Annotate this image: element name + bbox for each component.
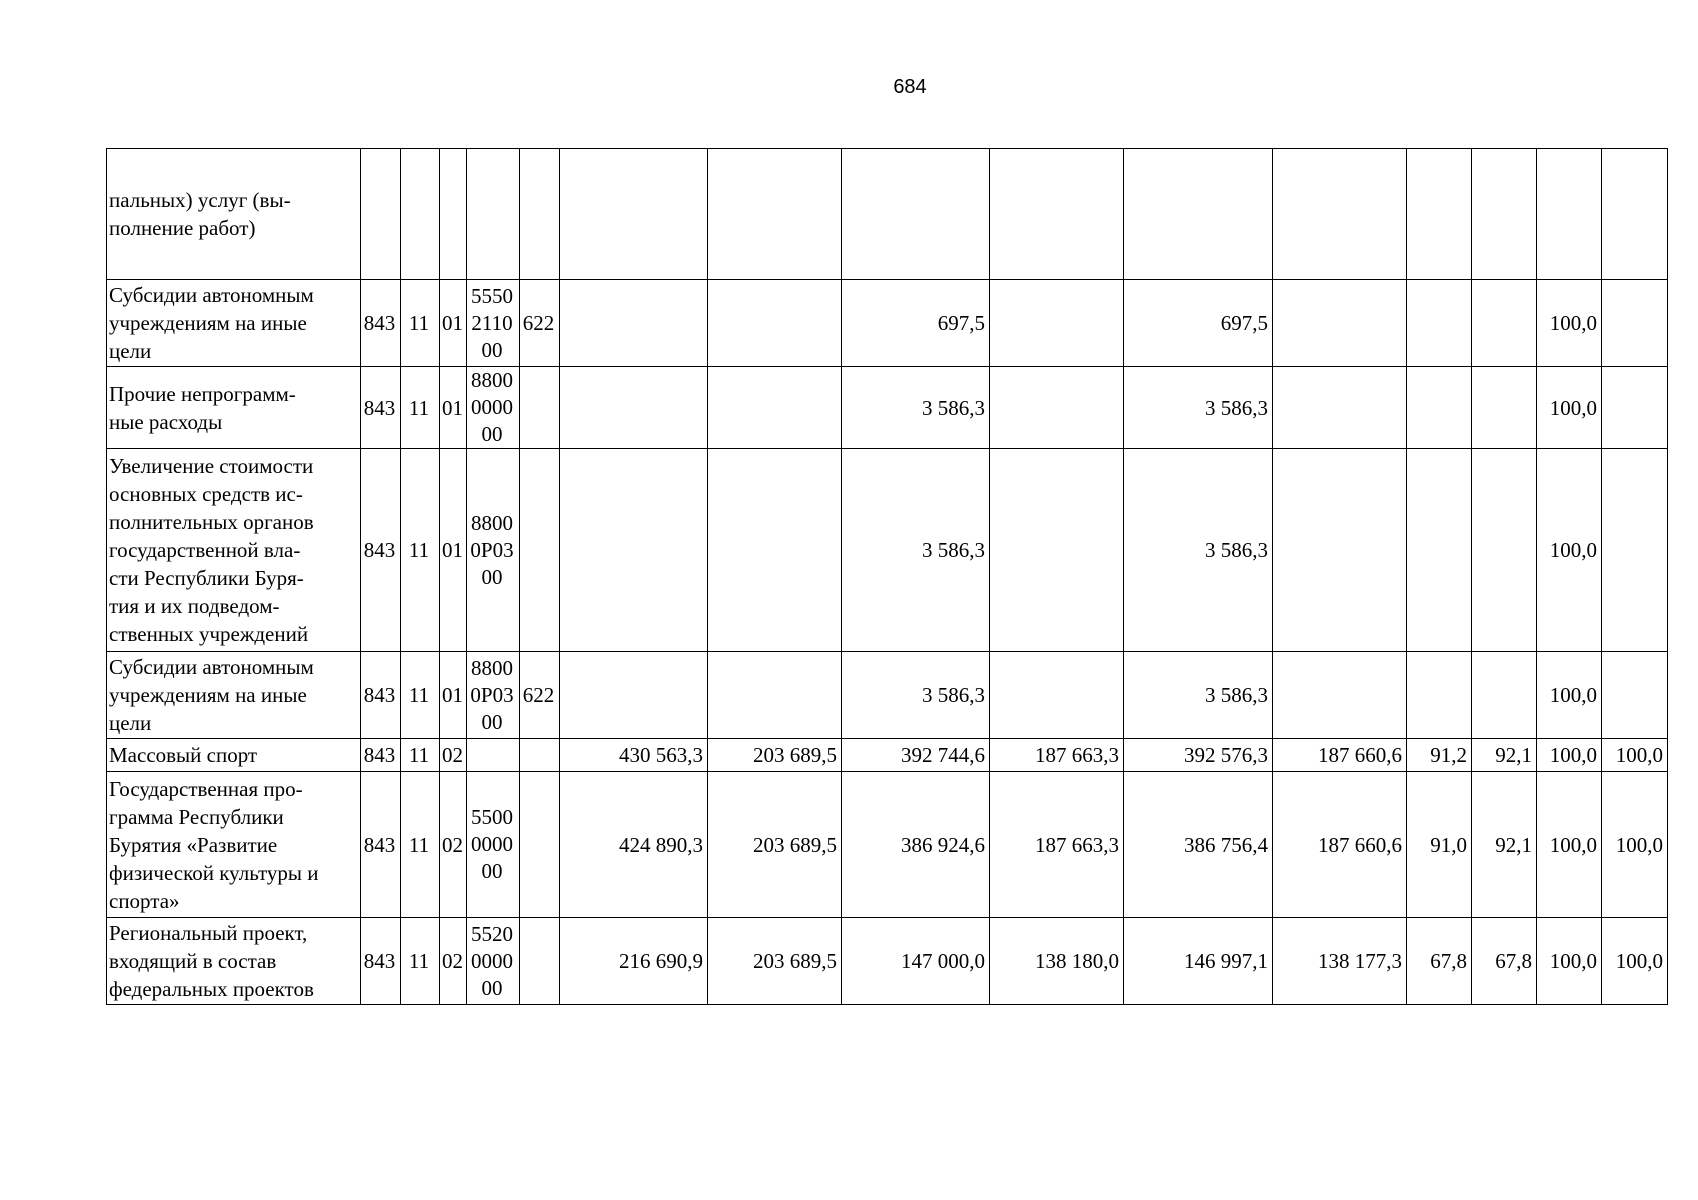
percent-cell-2 — [1472, 280, 1537, 367]
percent-cell-4 — [1602, 449, 1668, 652]
percent-cell-4 — [1602, 367, 1668, 449]
percent-cell-1 — [1407, 367, 1472, 449]
value-cell-1: 430 563,3 — [560, 739, 708, 772]
target-article-cell: 5520 0000 00 — [467, 918, 520, 1005]
subsection-cell: 01 — [440, 280, 467, 367]
page-number-text: 684 — [893, 76, 927, 98]
value-cell-2 — [708, 367, 842, 449]
value-cell-4: 187 663,3 — [990, 772, 1124, 918]
table-row — [107, 772, 1668, 918]
value-cell-5: 3 586,3 — [1124, 449, 1273, 652]
expense-type-cell: 622 — [520, 652, 560, 739]
percent-cell-3: 100,0 — [1537, 772, 1602, 918]
value-cell-2 — [708, 449, 842, 652]
value-cell-2 — [708, 652, 842, 739]
expense-type-cell — [520, 918, 560, 1005]
target-article-cell: 8800 0P03 00 — [467, 652, 520, 739]
subsection-cell — [440, 149, 467, 280]
row-name-cell: Массовый спорт — [107, 739, 361, 772]
percent-cell-3: 100,0 — [1537, 918, 1602, 1005]
value-cell-4: 187 663,3 — [990, 739, 1124, 772]
value-cell-1 — [560, 280, 708, 367]
grbs-cell: 843 — [361, 918, 401, 1005]
section-cell: 11 — [401, 918, 440, 1005]
subsection-cell: 02 — [440, 739, 467, 772]
value-cell-6: 138 177,3 — [1273, 918, 1407, 1005]
grbs-cell: 843 — [361, 772, 401, 918]
percent-cell-3: 100,0 — [1537, 652, 1602, 739]
percent-cell-4 — [1602, 149, 1668, 280]
percent-cell-4: 100,0 — [1602, 918, 1668, 1005]
table-row — [107, 149, 1668, 280]
value-cell-4 — [990, 149, 1124, 280]
subsection-cell: 01 — [440, 652, 467, 739]
value-cell-3: 697,5 — [842, 280, 990, 367]
percent-cell-1: 91,0 — [1407, 772, 1472, 918]
page-number — [0, 76, 1698, 99]
value-cell-1 — [560, 449, 708, 652]
percent-cell-4: 100,0 — [1602, 772, 1668, 918]
row-name-cell: Субсидии автономным учреждениям на иные цели — [107, 280, 361, 367]
table-row — [107, 739, 1668, 772]
value-cell-3 — [842, 149, 990, 280]
target-article-cell: 5500 0000 00 — [467, 772, 520, 918]
value-cell-6 — [1273, 367, 1407, 449]
percent-cell-4 — [1602, 280, 1668, 367]
table-row — [107, 367, 1668, 449]
value-cell-2 — [708, 149, 842, 280]
percent-cell-2 — [1472, 449, 1537, 652]
value-cell-6 — [1273, 280, 1407, 367]
value-cell-1: 216 690,9 — [560, 918, 708, 1005]
value-cell-6: 187 660,6 — [1273, 772, 1407, 918]
expense-type-cell — [520, 739, 560, 772]
expense-type-cell: 622 — [520, 280, 560, 367]
section-cell: 11 — [401, 280, 440, 367]
section-cell: 11 — [401, 449, 440, 652]
value-cell-4 — [990, 280, 1124, 367]
grbs-cell: 843 — [361, 280, 401, 367]
value-cell-1 — [560, 367, 708, 449]
percent-cell-4 — [1602, 652, 1668, 739]
value-cell-3: 386 924,6 — [842, 772, 990, 918]
value-cell-6: 187 660,6 — [1273, 739, 1407, 772]
value-cell-2: 203 689,5 — [708, 739, 842, 772]
value-cell-3: 3 586,3 — [842, 652, 990, 739]
grbs-cell — [361, 149, 401, 280]
table-body — [107, 149, 1668, 1005]
target-article-cell: 5550 2110 00 — [467, 280, 520, 367]
target-article-cell: 8800 0000 00 — [467, 367, 520, 449]
value-cell-2: 203 689,5 — [708, 772, 842, 918]
value-cell-5: 697,5 — [1124, 280, 1273, 367]
budget-table — [106, 148, 1668, 1005]
value-cell-4 — [990, 652, 1124, 739]
section-cell: 11 — [401, 772, 440, 918]
row-name-cell: Государственная про- грамма Республики Бурятия «Развитие физической культуры и спорта» — [107, 772, 361, 918]
value-cell-5: 386 756,4 — [1124, 772, 1273, 918]
value-cell-1 — [560, 652, 708, 739]
subsection-cell: 01 — [440, 367, 467, 449]
row-name-cell: пальных) услуг (вы- полнение работ) — [107, 149, 361, 280]
target-article-cell — [467, 149, 520, 280]
subsection-cell: 01 — [440, 449, 467, 652]
value-cell-2: 203 689,5 — [708, 918, 842, 1005]
section-cell: 11 — [401, 367, 440, 449]
percent-cell-1: 91,2 — [1407, 739, 1472, 772]
percent-cell-2: 92,1 — [1472, 739, 1537, 772]
percent-cell-2: 92,1 — [1472, 772, 1537, 918]
row-name-cell: Увеличение стоимости основных средств ис- полнительных органов государственной вла- сти Республики Буря- тия и их подведом- ственных учреждений — [107, 449, 361, 652]
grbs-cell: 843 — [361, 652, 401, 739]
percent-cell-1 — [1407, 280, 1472, 367]
value-cell-5: 3 586,3 — [1124, 367, 1273, 449]
table-row — [107, 652, 1668, 739]
value-cell-6 — [1273, 449, 1407, 652]
value-cell-2 — [708, 280, 842, 367]
percent-cell-2: 67,8 — [1472, 918, 1537, 1005]
value-cell-5 — [1124, 149, 1273, 280]
table-row — [107, 918, 1668, 1005]
expense-type-cell — [520, 449, 560, 652]
value-cell-3: 147 000,0 — [842, 918, 990, 1005]
value-cell-3: 3 586,3 — [842, 449, 990, 652]
percent-cell-3: 100,0 — [1537, 739, 1602, 772]
subsection-cell: 02 — [440, 772, 467, 918]
percent-cell-1 — [1407, 449, 1472, 652]
value-cell-3: 3 586,3 — [842, 367, 990, 449]
percent-cell-1 — [1407, 652, 1472, 739]
section-cell: 11 — [401, 739, 440, 772]
row-name-cell: Региональный проект, входящий в состав федеральных проектов — [107, 918, 361, 1005]
value-cell-6 — [1273, 652, 1407, 739]
percent-cell-3 — [1537, 149, 1602, 280]
value-cell-6 — [1273, 149, 1407, 280]
value-cell-1 — [560, 149, 708, 280]
table-row — [107, 280, 1668, 367]
value-cell-1: 424 890,3 — [560, 772, 708, 918]
section-cell: 11 — [401, 652, 440, 739]
value-cell-4: 138 180,0 — [990, 918, 1124, 1005]
percent-cell-3: 100,0 — [1537, 367, 1602, 449]
subsection-cell: 02 — [440, 918, 467, 1005]
value-cell-5: 3 586,3 — [1124, 652, 1273, 739]
expense-type-cell — [520, 367, 560, 449]
row-name-cell: Субсидии автономным учреждениям на иные цели — [107, 652, 361, 739]
expense-type-cell — [520, 772, 560, 918]
row-name-cell: Прочие непрограмм- ные расходы — [107, 367, 361, 449]
value-cell-3: 392 744,6 — [842, 739, 990, 772]
percent-cell-4: 100,0 — [1602, 739, 1668, 772]
value-cell-5: 146 997,1 — [1124, 918, 1273, 1005]
target-article-cell — [467, 739, 520, 772]
target-article-cell: 8800 0P03 00 — [467, 449, 520, 652]
percent-cell-2 — [1472, 367, 1537, 449]
expense-type-cell — [520, 149, 560, 280]
grbs-cell: 843 — [361, 367, 401, 449]
percent-cell-3: 100,0 — [1537, 449, 1602, 652]
percent-cell-3: 100,0 — [1537, 280, 1602, 367]
value-cell-4 — [990, 449, 1124, 652]
value-cell-4 — [990, 367, 1124, 449]
value-cell-5: 392 576,3 — [1124, 739, 1273, 772]
grbs-cell: 843 — [361, 449, 401, 652]
percent-cell-2 — [1472, 652, 1537, 739]
percent-cell-1 — [1407, 149, 1472, 280]
table-row — [107, 449, 1668, 652]
grbs-cell: 843 — [361, 739, 401, 772]
section-cell — [401, 149, 440, 280]
percent-cell-2 — [1472, 149, 1537, 280]
percent-cell-1: 67,8 — [1407, 918, 1472, 1005]
